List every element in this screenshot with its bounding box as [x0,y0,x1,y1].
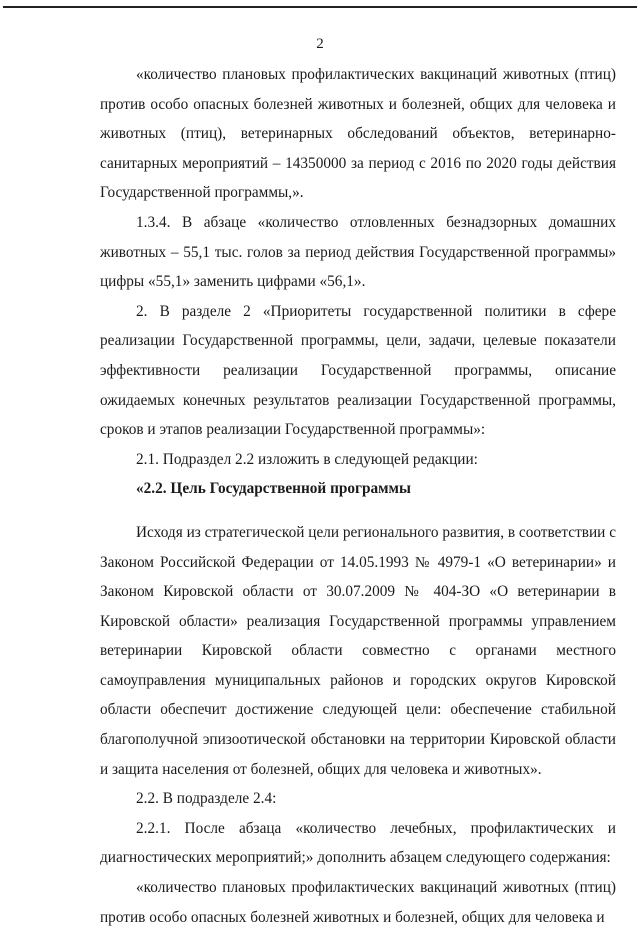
paragraph-2-2: 2.2. В подразделе 2.4: [136,790,277,808]
paragraph-new-indicator: «количество плановых профилактических вакцинаций животных (птиц) против особо опасных болезней животных и болезней, общих для человека и [100,879,616,926]
subsection-heading: «2.2. Цель Государственной программы [136,480,411,498]
top-border-line [3,6,637,8]
document-body [100,60,616,932]
paragraph-goal-text: Исходя из стратегической цели регионального развития, в соответствии с Законом Российской Федерации от 14.05.1993 № 4979-1 «О ветеринарии» и Законом Кировской области от 30.07.2009 № 404-ЗО «О ветеринарии в Кировской области» реализация Государственной программы управлением ветеринарии Кировской области совместно с органами местного самоуправления муниципальных районов и городских округов Кировской области обеспечит достижение следующей цели: обеспечение стабильной благополучной эпизоотической обстановки на территории Кировской области и защита населения от болезней, общих для человека и животных». [100,523,616,778]
paragraph-2-2-1: 2.2.1. После абзаца «количество лечебных, профилактических и диагностических мероприятий;» дополнить абзацем следующего содержания: [100,819,616,867]
paragraph-vaccinations-indicator: «количество плановых профилактических вакцинаций животных (птиц) против особо опасных болезней животных и болезней, общих для человека и животных (птиц), ветеринарных обследований объектов, ветеринарно-санитарных мероприятий – 14350000 за период с 2016 по 2020 годы действия Государственной программы,». [100,66,616,202]
paragraph-section-2: 2. В разделе 2 «Приоритеты государственной политики в сфере реализации Государственной программы, цели, задачи, целевые показатели эффективности реализации Государственной программы, описание ожидаемых конечных результатов реализации Государственной программы, сроков и этапов реализации Государственной программы»: [100,302,616,439]
paragraph-2-1: 2.1. Подраздел 2.2 изложить в следующей редакции: [136,450,478,468]
paragraph-1-3-4: 1.3.4. В абзаце «количество отловленных безнадзорных домашних животных – 55,1 тыс. голов за период действия Государственной программы» цифры «55,1» заменить цифрами «56,1». [100,213,616,291]
page-number: 2 [316,36,324,52]
